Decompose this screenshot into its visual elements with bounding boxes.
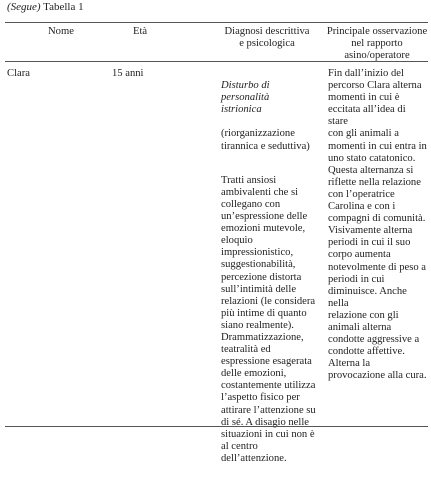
table-top-rule	[5, 22, 428, 23]
header-diagnosis: Diagnosi descrittiva e psicologica	[224, 26, 310, 50]
header-observation: Principale osservazione nel rapporto asino/operatore	[326, 26, 428, 62]
caption-segue: (Segue)	[7, 1, 41, 13]
row-name: Clara	[7, 68, 30, 79]
table-caption	[7, 1, 84, 14]
caption-label: Tabella 1	[43, 1, 84, 13]
diagnosis-text: Tratti ansiosi ambivalenti che si collegano con un’espressione delle emozioni mutevole, eloquio impressionistico, suggestionabilità, percezione distorta sull’intimità delle relazioni (le considera più intime di quanto siano realmente). Drammatizzazione, teatralità ed espressione esagerata delle emozioni, costantemente utilizza l’aspetto fisico per attirare l’attenzione su di sé. A disagio nelle situazioni in cui non è al centro dell’attenzione.	[221, 174, 316, 464]
diagnosis-subtitle: (riorganizzazione tirannica e seduttiva)	[221, 128, 310, 152]
header-name: Nome	[48, 26, 74, 37]
header-age: Età	[133, 26, 148, 37]
row-age: 15 anni	[112, 68, 144, 79]
row-diagnosis	[221, 68, 317, 477]
table-header-rule	[5, 61, 428, 62]
table-bottom-rule	[5, 426, 428, 427]
diagnosis-title: Disturbo di personalità istrionica	[221, 80, 270, 116]
row-observation: Fin dall’inizio del percorso Clara alterna momenti in cui è eccitata all’idea di stare con gli animali a momenti in cui entra in uno stato catatonico. Questa alternanza si riflette nella relazione con l’operatrice Carolina e con i compagni di comunità. Visivamente alterna periodi in cui il suo corpo aumenta notevolmente di peso a periodi in cui diminuisce. Anche nella relazione con gli animali alterna condotte aggressive a condotte affettive. Alterna la provocazione alla cura.	[328, 68, 427, 382]
